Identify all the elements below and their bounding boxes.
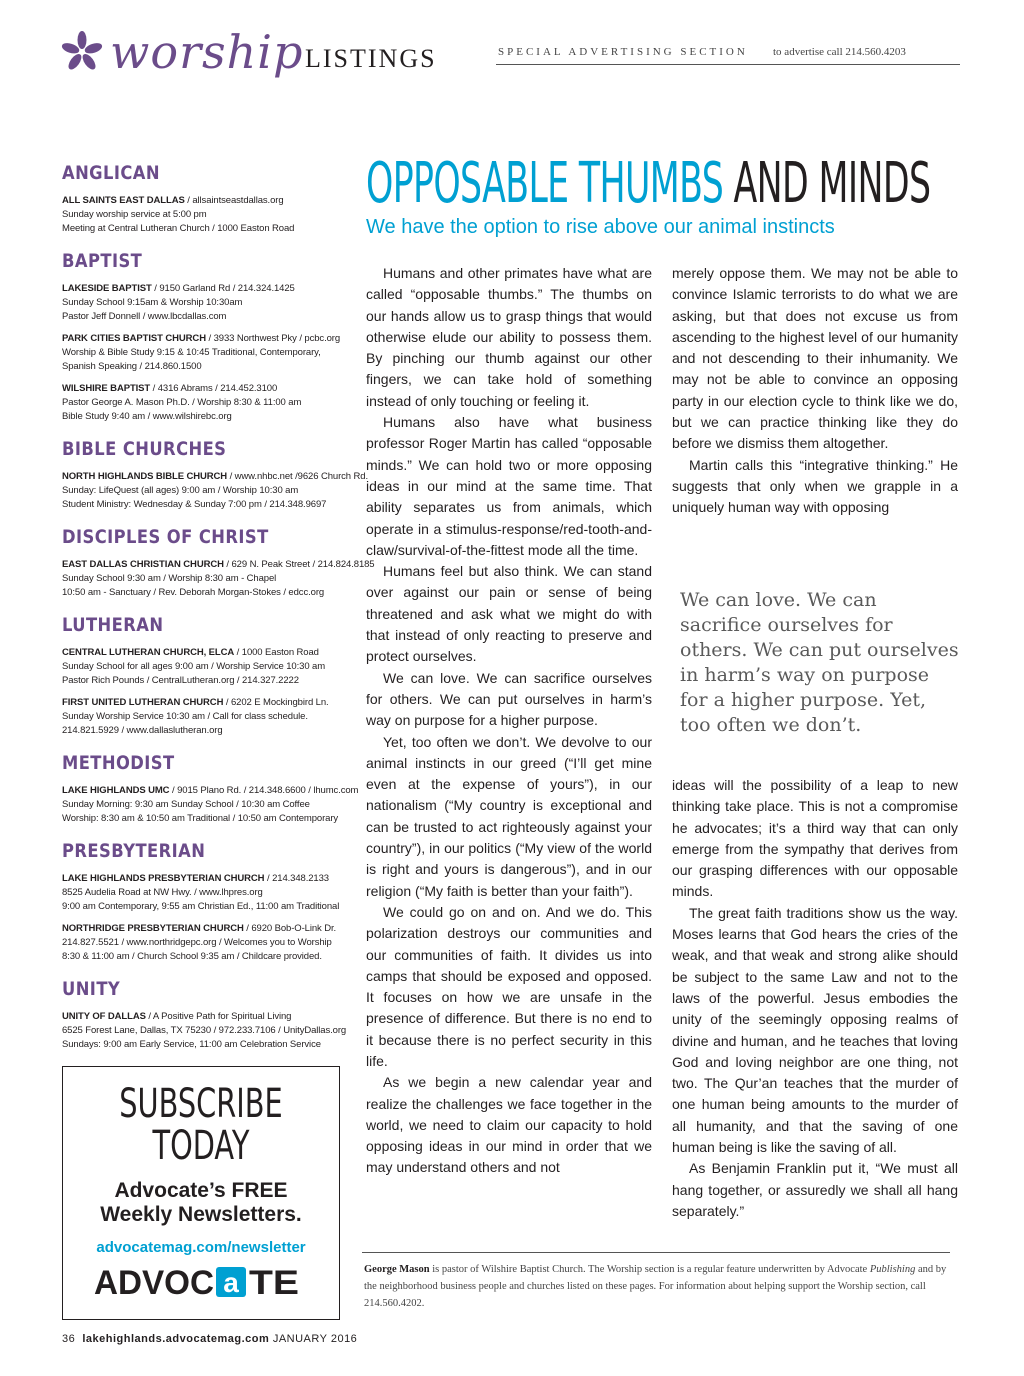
subscribe-title-today: TODAY xyxy=(152,1123,250,1169)
footer-date: JANUARY 2016 xyxy=(272,1333,358,1345)
church-listing xyxy=(62,382,362,424)
logo-listings-word: LISTINGS xyxy=(305,44,437,73)
listing-section xyxy=(62,976,362,1052)
church-detail-line: Sunday School for all ages 9:00 am / Worship Service 10:30 am xyxy=(62,661,326,672)
advertise-phone: to advertise call 214.560.4203 xyxy=(773,46,906,58)
article-paragraph: As Benjamin Franklin put it, “We must all hang together, or assuredly we shall all hang separately.” xyxy=(672,1160,958,1219)
pull-quote: We can love. We can sacrifice ourselves for others. We can put ourselves in harm’s way on purpose for a higher purpose. Yet, too often we don’t. xyxy=(680,589,959,736)
author-name: George Mason xyxy=(364,1264,430,1275)
church-listing xyxy=(62,332,362,374)
headline-dark: AND MINDS xyxy=(723,151,931,216)
article-subhead: We have the option to rise above our animal instincts xyxy=(366,216,835,238)
listing-category: UNITY xyxy=(62,978,121,1000)
church-detail-line: Sunday School 9:15am & Worship 10:30am xyxy=(62,297,243,308)
article-column-1 xyxy=(366,263,652,1179)
listing-section xyxy=(62,838,362,964)
article-paragraph: Humans and other primates have what are called “opposable thumbs.” The thumbs on our hands allow us to grasp things that would otherwise elude our ability to possess them. By pinching our thumb against our other fingers, we can take hold of something instead of only touching or feeling it. xyxy=(366,265,652,409)
article-paragraph: Humans feel but also think. We can stand over against our pain or sense of being threatened and ask what we might do with that instead of only reacting to preserve and protect ourselves. xyxy=(366,563,652,665)
listing-category: BIBLE CHURCHES xyxy=(62,438,227,460)
church-first-line xyxy=(62,646,362,660)
page-number: 36 xyxy=(62,1333,76,1345)
author-bio xyxy=(364,1261,954,1312)
worship-listings xyxy=(62,160,375,1064)
church-detail-line: Sunday: LifeQuest (all ages) 9:00 am / Worship 10:30 am xyxy=(62,485,299,496)
article-paragraph: Yet, too often we don’t. We devolve to our animal instincts in our greed (“I’ll get mine even at the expense of yours”), in our nationalism (“My country is exceptional and can be trusted to act righteously against your country”), in our politics (“My view of the world is right and yours is dangerous”), and in our religion (“My faith is better than your faith”). xyxy=(366,733,652,899)
church-listing xyxy=(62,470,368,512)
listing-section xyxy=(62,436,368,512)
subscribe-title: SUBSCRIBE xyxy=(119,1081,283,1127)
article-paragraph: Martin calls this “integrative thinking.” He suggests that only when we grapple in a uniquely human way with opposing xyxy=(672,456,958,516)
church-contact: / 9015 Plano Rd. / 214.348.6600 / lhumc.com xyxy=(169,785,359,796)
church-name: LAKESIDE BAPTIST xyxy=(62,283,152,294)
listing-category: ANGLICAN xyxy=(62,162,160,184)
church-first-line xyxy=(62,470,368,484)
church-detail-line: Pastor George A. Mason Ph.D. / Worship 8:30 & 11:00 am xyxy=(62,397,302,408)
article-paragraph: merely oppose them. We may not be able to convince Islamic terrorists to do what we are asking, but that does not excuse us from ascending to the highest level of our humanity and not descending to their inhumanity. We may not be able to convince an opposing party in our election cycle to think like we do, but we can practice thinking like they do before we dismiss them altogether. xyxy=(672,265,958,452)
church-contact: / 1000 Easton Road xyxy=(234,647,319,658)
special-advertising-label: SPECIAL ADVERTISING SECTION xyxy=(498,46,748,58)
church-contact: / A Positive Path for Spiritual Living xyxy=(145,1011,292,1022)
church-contact: / 629 N. Peak Street / 214.824.8185 xyxy=(223,559,375,570)
church-detail-line: 214.827.5521 / www.northridgepc.org / Welcomes you to Worship xyxy=(62,937,332,948)
logo-worship-word: worship xyxy=(110,25,304,79)
listing-section xyxy=(62,524,375,600)
flower-logo-icon xyxy=(60,30,104,74)
listing-section xyxy=(62,248,362,424)
church-contact: / www.nhbc.net /9626 Church Rd. xyxy=(227,471,368,482)
church-detail-line: Sundays: 9:00 am Early Service, 11:00 am Celebration Service xyxy=(62,1039,321,1050)
church-detail-line: Sunday worship service at 5:00 pm xyxy=(62,209,207,220)
church-listing xyxy=(62,1010,362,1052)
church-detail-line: 214.821.5929 / www.dallaslutheran.org xyxy=(62,725,223,736)
church-listing xyxy=(62,696,362,738)
church-detail-line: Student Ministry: Wednesday & Sunday 7:00 pm / 214.348.9697 xyxy=(62,499,327,510)
church-first-line xyxy=(62,558,375,572)
listing-category: LUTHERAN xyxy=(62,614,164,636)
page-footer xyxy=(62,1333,357,1345)
listing-section xyxy=(62,160,362,236)
header-rule xyxy=(496,64,960,65)
article-paragraph: We can love. We can sacrifice ourselves for others. We can put ourselves in harm’s way on purpose for a higher purpose. xyxy=(366,669,652,729)
subscribe-ad[interactable] xyxy=(62,1066,340,1320)
church-name: CENTRAL LUTHERAN CHURCH, ELCA xyxy=(62,647,235,658)
subscribe-subtitle-2: Weekly Newsletters. xyxy=(100,1203,302,1226)
church-first-line xyxy=(62,332,362,346)
church-detail-line: Sunday Worship Service 10:30 am / Call for class schedule. xyxy=(62,711,308,722)
church-name: EAST DALLAS CHRISTIAN CHURCH xyxy=(62,559,224,570)
church-name: FIRST UNITED LUTHERAN CHURCH xyxy=(62,697,224,708)
church-contact: / 6202 E Mockingbird Ln. xyxy=(223,697,329,708)
bio-text-2: and by the neighborhood business people and churches listed on these pages. For information about helping support the Worship section, call 214.560.4202. xyxy=(364,1264,947,1309)
church-first-line xyxy=(62,696,362,710)
church-first-line xyxy=(62,1010,362,1024)
bio-italic: Publishing xyxy=(869,1264,916,1275)
church-detail-line: 6525 Forest Lane, Dallas, TX 75230 / 972.233.7106 / UnityDallas.org xyxy=(62,1025,347,1036)
church-first-line xyxy=(62,872,362,886)
church-detail-line: Pastor Rich Pounds / CentralLutheran.org / 214.327.2222 xyxy=(62,675,299,686)
church-first-line xyxy=(62,922,362,936)
article-paragraph: We could go on and on. And we do. This polarization destroys our communities and our communities of faith. It divides us into camps that should be exposed and opposed. It focuses on how we are unsafe in the presence of difference. But there is no end to it because there is no perfect security in this life. xyxy=(366,903,652,1069)
article-paragraph: The great faith traditions show us the way. Moses learns that God hears the cries of the weak, and that weak and strong alike should be subject to the same Law and not to the laws of the powerful. Jesus embodies the unity of the seemingly opposing realms of divine and human, and he teaches that loving God and loving neighbor are one thing, not two. The Qur’an teaches that the murder of one human being amounts to the murder of all humanity, and that the saving of one human being is like the saving of all. xyxy=(672,904,958,1156)
listing-category: METHODIST xyxy=(62,752,175,774)
subscribe-subtitle: Advocate’s FREE xyxy=(114,1179,288,1202)
church-listing xyxy=(62,784,362,826)
church-detail-line: 10:50 am - Sanctuary / Rev. Deborah Morgan-Stokes / edcc.org xyxy=(62,587,325,598)
church-contact: / 6920 Bob-O-Link Dr. xyxy=(243,923,337,934)
church-listing xyxy=(62,922,362,964)
church-detail-line: Worship: 8:30 am & 10:50 am Traditional / 10:50 am Contemporary xyxy=(62,813,339,824)
church-first-line xyxy=(62,382,362,396)
newsletter-link[interactable]: advocatemag.com/newsletter xyxy=(96,1239,306,1256)
church-name: NORTH HIGHLANDS BIBLE CHURCH xyxy=(62,471,228,482)
church-first-line xyxy=(62,194,362,208)
logo-text-right: TE xyxy=(249,1264,299,1301)
church-name: UNITY OF DALLAS xyxy=(62,1011,146,1022)
article-paragraph: As we begin a new calendar year and realize the challenges we face together in the world, we need to claim our capacity to hold opposing ideas in our mind in order that we may understand others and not xyxy=(366,1074,652,1176)
church-listing xyxy=(62,194,362,236)
church-listing xyxy=(62,282,362,324)
church-contact: / 9150 Garland Rd / 214.324.1425 xyxy=(151,283,295,294)
article-column-2-bottom xyxy=(672,775,958,1222)
church-listing xyxy=(62,872,362,914)
listing-category: BAPTIST xyxy=(62,250,143,272)
bio-text-1: is pastor of Wilshire Baptist Church. The Worship section is a regular feature underwritten by Advocate xyxy=(429,1264,870,1275)
church-detail-line: 8:30 & 11:00 am / Church School 9:35 am / Childcare provided. xyxy=(62,951,322,962)
church-name: NORTHRIDGE PRESBYTERIAN CHURCH xyxy=(62,923,244,934)
church-first-line xyxy=(62,784,362,798)
bio-rule xyxy=(362,1252,950,1253)
listing-section xyxy=(62,612,362,738)
church-name: LAKE HIGHLANDS UMC xyxy=(62,785,170,796)
church-detail-line: Spanish Speaking / 214.860.1500 xyxy=(62,361,202,372)
church-detail-line: 8525 Audelia Road at NW Hwy. / www.lhpres.org xyxy=(62,887,263,898)
church-detail-line: Pastor Jeff Donnell / www.lbcdallas.com xyxy=(62,311,227,322)
listing-section xyxy=(62,750,362,826)
church-detail-line: Bible Study 9:40 am / www.wilshirebc.org xyxy=(62,411,232,422)
church-detail-line: Sunday School 9:30 am / Worship 8:30 am - Chapel xyxy=(62,573,277,584)
church-detail-line: Sunday Morning: 9:30 am Sunday School / 10:30 am Coffee xyxy=(62,799,310,810)
article-paragraph: Humans also have what business professor Roger Martin has called “opposable minds.” We can hold two or more opposing ideas in our mind at the same time. That ability separates us from animals, which operate in a stimulus-response/red-tooth-and-claw/survival-of-the-fittest mode all the time. xyxy=(366,414,652,558)
church-contact: / 3933 Northwest Pky / pcbc.org xyxy=(205,333,341,344)
church-name: ALL SAINTS EAST DALLAS xyxy=(62,195,185,206)
footer-site[interactable]: lakehighlands.advocatemag.com xyxy=(82,1333,270,1345)
church-contact: / 214.348.2133 xyxy=(264,873,329,884)
listing-category: PRESBYTERIAN xyxy=(62,840,206,862)
church-contact: / allsaintseastdallas.org xyxy=(184,195,284,206)
church-listing xyxy=(62,558,375,600)
church-detail-line: Meeting at Central Lutheran Church / 1000 Easton Road xyxy=(62,223,295,234)
church-detail-line: Worship & Bible Study 9:15 & 10:45 Traditional, Contemporary, xyxy=(62,347,321,358)
church-listing xyxy=(62,646,362,688)
headline-blue: OPPOSABLE THUMBS xyxy=(366,151,724,216)
article-column-2-top xyxy=(672,263,958,519)
logo-text-a: a xyxy=(223,1267,239,1298)
church-name: LAKE HIGHLANDS PRESBYTERIAN CHURCH xyxy=(62,873,265,884)
logo-text-left: ADVOC xyxy=(94,1264,214,1301)
church-contact: / 4316 Abrams / 214.452.3100 xyxy=(150,383,278,394)
church-name: WILSHIRE BAPTIST xyxy=(62,383,151,394)
article-headline xyxy=(366,152,930,216)
listing-category: DISCIPLES OF CHRIST xyxy=(62,526,269,548)
church-first-line xyxy=(62,282,362,296)
advocate-logo xyxy=(93,1261,303,1301)
church-detail-line: 9:00 am Contemporary, 9:55 am Christian Ed., 11:00 am Traditional xyxy=(62,901,340,912)
church-name: PARK CITIES BAPTIST CHURCH xyxy=(62,333,206,344)
article-paragraph: ideas will the possibility of a leap to new thinking take place. This is not a compromise he advocates; it’s a third way that can only emerge from the sympathy that derives from our grasping differences with our opposable minds. xyxy=(672,777,958,900)
